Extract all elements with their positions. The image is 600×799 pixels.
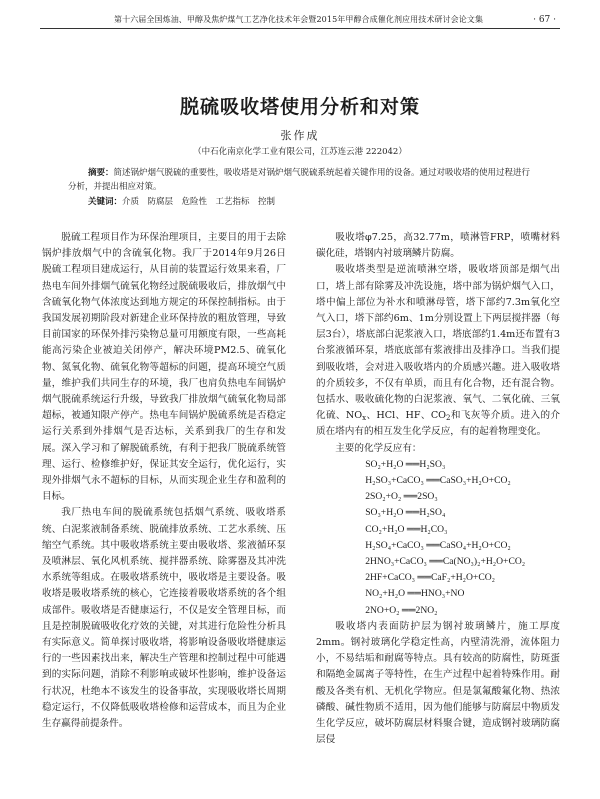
reaction-equation: SO₃+H₂O ══H₂SO₄ bbox=[365, 507, 446, 519]
body-paragraph-3: 吸收塔φ7.25，高32.77m，喷淋管FRP，喷嘴材料碳化硅，塔钢内衬玻璃鳞片防腐。 bbox=[316, 232, 560, 260]
reaction-list bbox=[316, 457, 560, 619]
keywords-text: 介质 防腐层 危险性 工艺指标 控制 bbox=[122, 197, 276, 207]
abstract-label: 摘要： bbox=[88, 168, 114, 178]
reaction-equation: 2SO₂+O₂ ══2SO₃ bbox=[365, 491, 438, 503]
abstract-text: 简述锅炉烟气脱硫的重要性，吸收塔是对锅炉烟气脱硫系统起着关键作用的设备。通过对吸收塔的使用过程进行分析，并提出相应对策。 bbox=[68, 168, 531, 192]
affiliation: （中石化南京化学工业有限公司，江苏连云港 222042） bbox=[193, 147, 407, 157]
author: 张作成 bbox=[280, 129, 320, 142]
media-text-tail-2: 和飞灰等介质。进入的介质在塔内有的相互发生化学反应，有的起着物理变化。 bbox=[316, 410, 560, 438]
reaction-equation: H₂SO₄+CaCO₃ ══CaSO₄+H₂O+CO₂ bbox=[365, 539, 511, 551]
reaction-equation: 2HF+CaCO₃ ══CaF₂+H₂O+CO₂ bbox=[365, 572, 496, 584]
reaction-equation: NO₂+H₂O ══HNO₃+NO bbox=[365, 588, 465, 600]
reactions-label: 主要的化学反应有： bbox=[335, 442, 422, 454]
abstract bbox=[68, 166, 538, 209]
keywords-label: 关键词： bbox=[88, 197, 123, 207]
body-paragraph-1: 脱硫工程项目作为环保治理项目，主要目的用于去除锅炉排放烟气中的含硫氧化物。我厂于2014年9月26日脱硫工程项目建成运行，从目前的装置运行效果来看，厂热电车间外排烟气硫氧化物经过脱硫吸收后，排放烟气中含硫氧化物气体浓度达到地方规定的环保控制指标。由于我国发展初期阶段对新建企业环保持放的粗放管理，导致目前国家的环保外排污染物总量可用额度有限，一些高耗能高污染企业被迫关闭停产，解决环境PM2.5、硫氧化物、氮氧化物、硫氧化物等超标的问题，提高环境空气质量，维护我们共同生存的环境，我厂也肩负热电车间锅炉烟气脱硫系统运行升级，导致我厂排放烟气硫氧化物局部超标，被通知限产停产。热电车间锅炉脱硫系统是否稳定运行关系到外排烟气是否达标，关系到我厂的生存和发展。深入学习和了解脱硫系统，有利于把我厂脱硫系统管理、运行、检修维护好，保证其安全运行，优化运行，实现外排烟气永不超标的目标，从而实现企业生存和盈利的目标。 bbox=[42, 232, 286, 503]
body-paragraph-5: 吸收塔内表面防护层为钢衬玻璃鳞片，施工厚度2mm。钢衬玻璃化学稳定性高，内壁清洗滑，流体阻力小，不易结垢和耐腐等特点。具有较高的防腐性，防斑蛋和隔绝金属离子等特性，在生产过程中起着特殊作用。耐酸及各类有机、无机化学物应。但是氯氟酸氟化物、热浓磷酸、碱性物质不适用，因为他们能够与防腐层中物质发生化学反应，破坏防腐层材料聚合键，造成钢衬玻璃防腐层侵 bbox=[316, 620, 560, 746]
body-paragraph-2: 我厂热电车间的脱硫系统包括烟气系统、吸收塔系统、白泥浆液制备系统、脱硫排放系统、工艺水系统、压缩空气系统。其中吸收塔系统主要由吸收塔、浆液循环泵及喷淋层、氧化风机系统、搅拌器系统、除雾器及其冲洗水系统等组成。在吸收塔系统中，吸收塔是主要设备。吸收塔是吸收塔系统的核心，它连接着吸收塔系统的各个组成部件。吸收塔是否健康运行，不仅是安全管理目标，而且是控制脱硫吸收化疗效的关键，对其进行危险性分析具有实际意义。简单探讨吸收塔，将影响设备吸收塔健康运行的一些因素找出来，解决生产管理和控制过程中可能遇到的实际问题，消除不利影响或破坏性影响，维护设备运行状况，杜绝本不该发生的设备事故，实现吸收塔长周期稳定运行，不仅降低吸收塔检修和运营成本，而且为企业生存赢得前提条件。 bbox=[42, 507, 286, 730]
paper-title: 脱硫吸收塔使用分析和对策 bbox=[179, 96, 420, 118]
body-paragraph-4: 吸收塔类型是逆流喷淋空塔，吸收塔顶部是烟气出口，塔上部有除雾及冲洗设施，塔中部为锅炉烟气入口，塔中偏上部位为补水和喷淋母管，塔下部约7.3m氧化空气入口，塔下部约6m、1m分别设置上下两层搅拌器（每层3台），塔底部白泥浆液入口，塔底部约1.4m还布置有3台浆液循环泵，塔底底部有浆液排出及排净口。当我们提到吸收塔，会对进入吸收塔内的介质感兴趣。进入吸收塔的介质较多，不仅有单质，而且有化合物，还有混合物。包括水、吸收硫化物的白泥浆液、氧气、二氧化硫、三氧化硫、$NO_x$、HCl、HF、$CO_2$和飞灰等介质。进入的介质在塔内有的相互发生化学反应，有的起着物理变化。 bbox=[316, 264, 560, 438]
media-text-tail: 、HCl、HF、CO bbox=[366, 410, 447, 422]
reaction-equation: CO₂+H₂O ══H₂CO₃ bbox=[365, 523, 448, 535]
reaction-equation: 2NO+O₂ ══2NO₂ bbox=[365, 604, 438, 616]
running-header bbox=[40, 12, 560, 29]
abstract-paragraph bbox=[68, 166, 538, 194]
right-column bbox=[316, 230, 560, 749]
page-number: · 67 · bbox=[533, 15, 556, 25]
media-text: 吸收塔类型是逆流喷淋空塔，吸收塔顶部是烟气出口，塔上部有除雾及冲洗设施，塔中部为锅炉烟气入口，塔中偏上部位为补水和喷淋母管，塔下部约7.3m氧化空气入口，塔下部约6m、1m分别设置上下两层搅拌器（每层3台），塔底部白泥浆液入口，塔底部约1.4m还布置有3台浆液循环泵，塔底底部有浆液排出及排净口。当我们提到吸收塔，会对进入吸收塔内的介质感兴趣。进入吸收塔的介质较多，不仅有单质，而且有化合物，还有混合物。包括水、吸收硫化物的白泥浆液、氧气、二氧化硫、三氧化硫、NO bbox=[316, 264, 560, 422]
reaction-equation: 2HNO₃+CaCO₃ ══Ca(NO₃)₂+H₂O+CO₂ bbox=[365, 556, 526, 568]
keywords bbox=[68, 195, 538, 209]
reaction-equation: SO₂+H₂O ══H₂SO₃ bbox=[365, 458, 446, 470]
left-column bbox=[42, 230, 286, 732]
reaction-equation: H₂SO₃+CaCO₃ ══CaSO₃+H₂O+CO₂ bbox=[365, 475, 511, 487]
running-title: 第十六届全国炼油、甲醇及焦炉煤气工艺净化技术年会暨2015年甲醇合成催化剂应用技术研讨会论文集 bbox=[114, 15, 484, 24]
